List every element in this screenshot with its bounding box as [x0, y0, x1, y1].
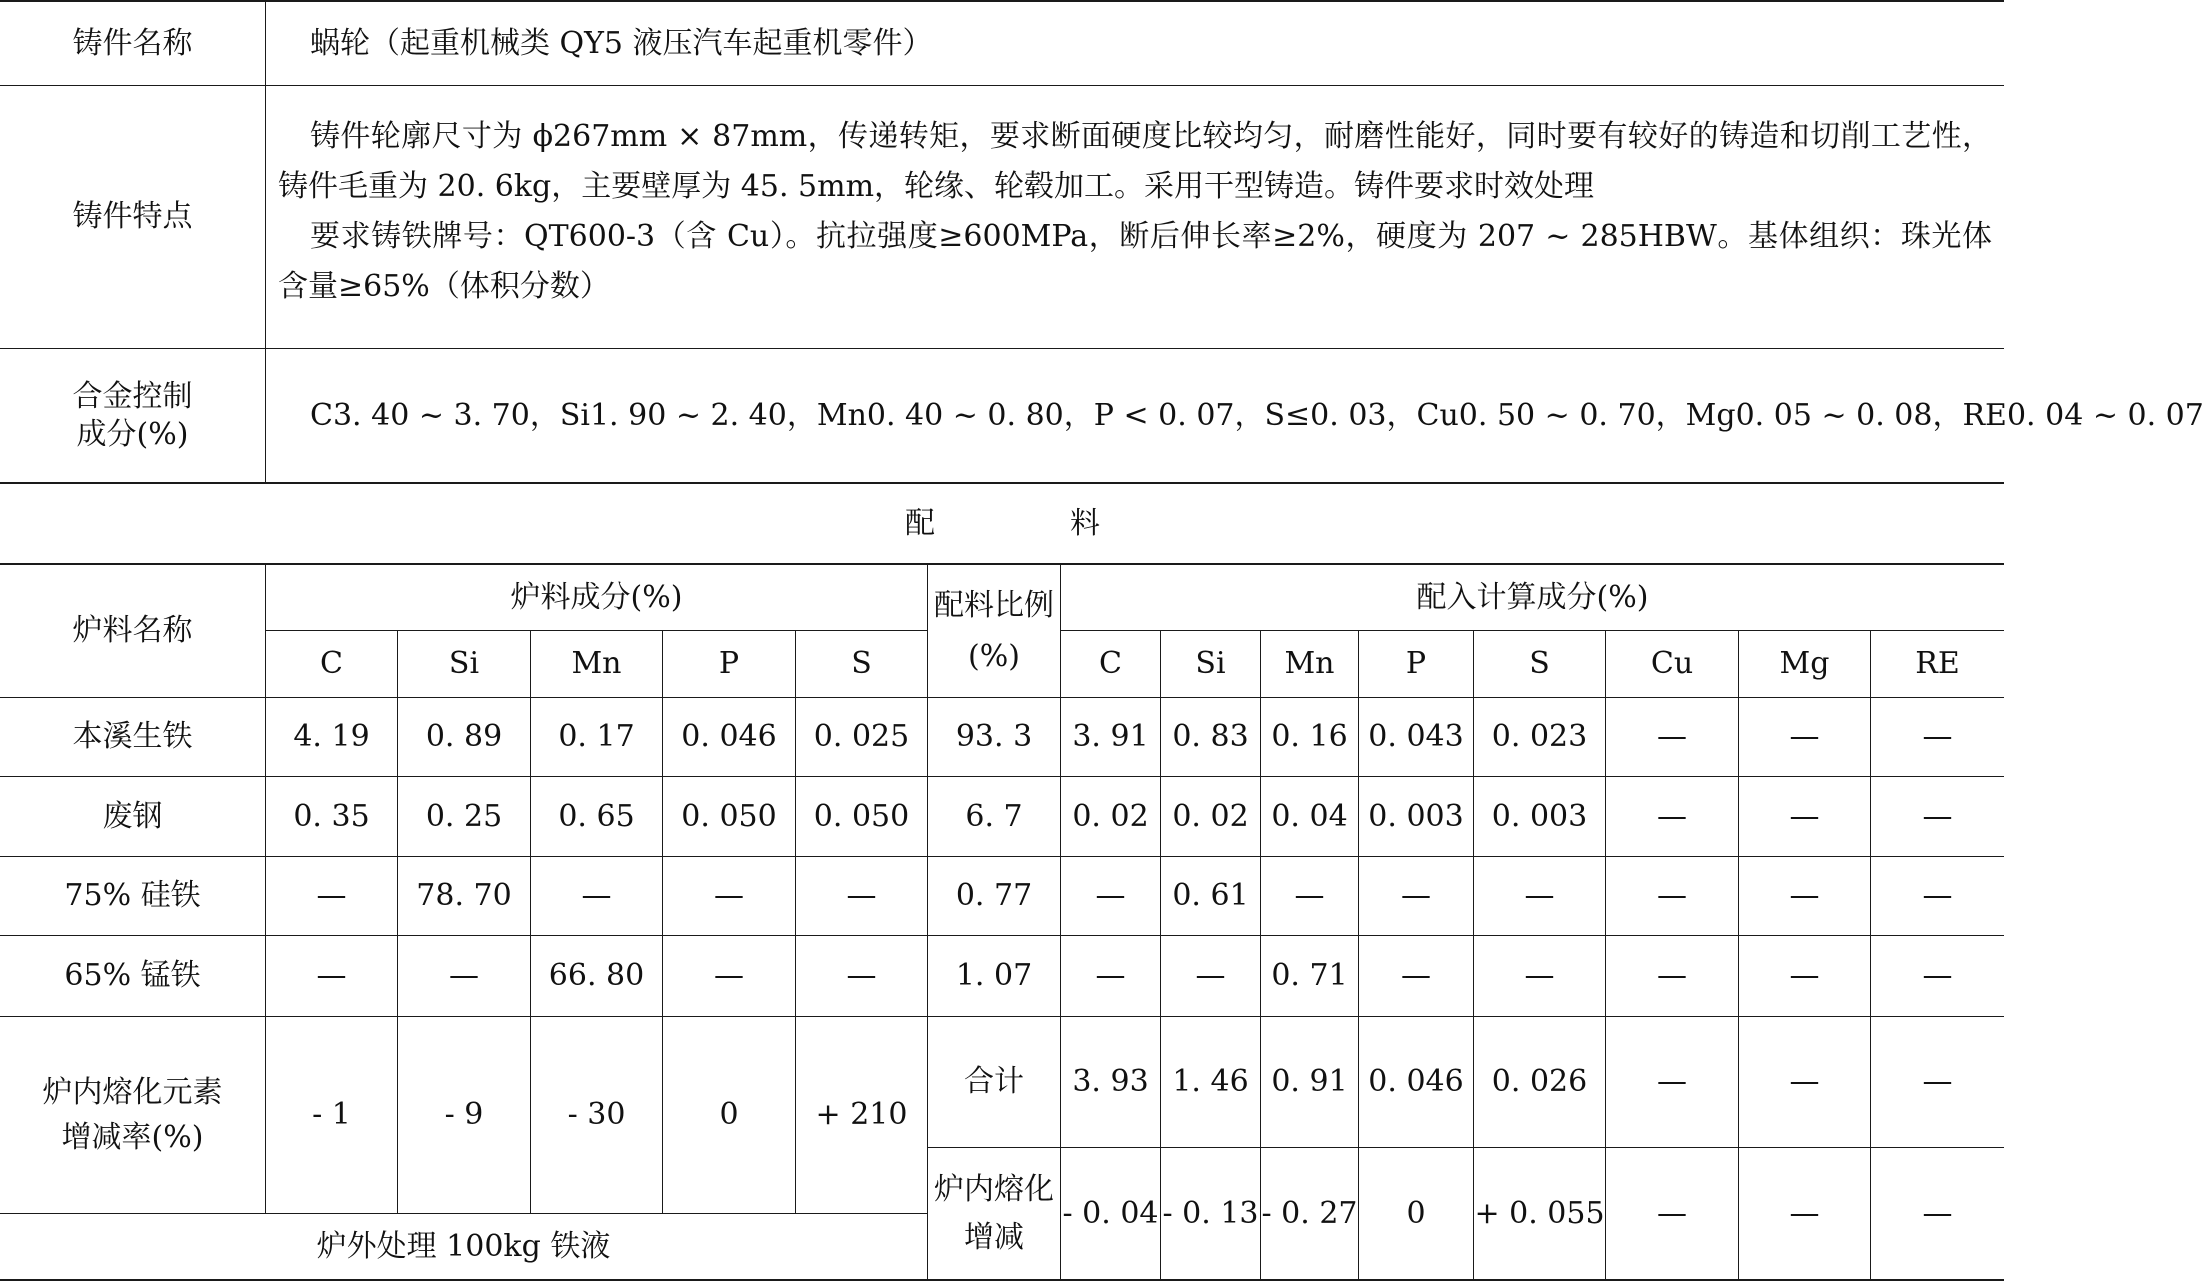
row-3-calc-cu: —	[1657, 958, 1687, 994]
calc-header-s: S	[1529, 646, 1550, 682]
feature-paragraph-1: 铸件轮廓尺寸为 ϕ267mm × 87mm，传递转矩，要求断面硬度比较均匀，耐磨性能好，同时要有较好的铸造和切削工艺性，铸件毛重为 20. 6kg，主要壁厚为 45. 5mm，轮缘、轮毂加工。采用干型铸造。铸件要求时效处理	[278, 119, 1992, 204]
total-cu: —	[1657, 1064, 1687, 1100]
change-cu: —	[1657, 1195, 1687, 1231]
melt-rate-label-line2: 增减率(%)	[61, 1120, 204, 1155]
row-2-calc-s: —	[1524, 878, 1555, 914]
row-2-calc-c: —	[1095, 878, 1126, 914]
row-1-comp-s: 0. 050	[813, 798, 910, 834]
row-1-calc-mn: 0. 04	[1271, 798, 1348, 834]
total-mg: —	[1789, 1064, 1820, 1100]
col-header-ratio	[928, 565, 1060, 697]
total-c: 3. 93	[1072, 1064, 1149, 1100]
total-si: 1. 46	[1172, 1064, 1249, 1100]
row-2-calc-si: 0. 61	[1172, 878, 1249, 914]
row-1-name: 废钢	[102, 798, 163, 834]
row-1-comp-p: 0. 050	[681, 798, 777, 834]
melt-change-label	[928, 1148, 1060, 1279]
row-0-name: 本溪生铁	[72, 719, 193, 755]
melt-rate-c: - 1	[312, 1097, 351, 1133]
melt-change-label-line1: 炉内熔化	[934, 1172, 1054, 1207]
row-0-calc-mn: 0. 16	[1271, 719, 1348, 755]
calc-header-c: C	[1099, 646, 1122, 682]
row-3-comp-c: —	[316, 958, 347, 994]
change-mg: —	[1789, 1195, 1820, 1231]
row-2-calc-p: —	[1401, 878, 1431, 914]
row-2-comp-mn: —	[581, 878, 612, 914]
comp-header-c: C	[320, 646, 343, 682]
row-2-comp-p: —	[714, 878, 744, 914]
treatment-note: 炉外处理 100kg 铁液	[316, 1228, 611, 1264]
row-3-calc-p: —	[1401, 958, 1431, 994]
total-label: 合计	[964, 1064, 1024, 1100]
alloy-label-line2: 成分(%)	[76, 416, 189, 452]
row-3-calc-mn: 0. 71	[1271, 958, 1348, 994]
row-3-calc-c: —	[1095, 958, 1126, 994]
melt-rate-label-line1: 炉内熔化元素	[42, 1074, 223, 1110]
row-0-comp-s: 0. 025	[813, 719, 910, 755]
calc-header-si: Si	[1195, 646, 1226, 682]
melt-change-label-line2: 增减	[964, 1219, 1024, 1255]
row-3-ratio: 1. 07	[955, 958, 1033, 994]
melt-rate-label	[0, 1017, 265, 1213]
row-1-ratio: 6. 7	[965, 798, 1023, 834]
row-1-calc-mg: —	[1789, 798, 1820, 834]
col-header-charge-name: 炉料名称	[72, 613, 193, 649]
calc-header-re: RE	[1915, 646, 1960, 682]
row-1-calc-s: 0. 003	[1491, 798, 1588, 834]
melt-rate-s: + 210	[815, 1097, 908, 1133]
calc-header-mn: Mn	[1284, 646, 1335, 682]
change-mn: - 0. 27	[1261, 1195, 1358, 1231]
change-s: + 0. 055	[1474, 1195, 1605, 1231]
row-1-comp-mn: 0. 65	[558, 798, 635, 834]
calc-header-p: P	[1405, 646, 1427, 682]
alloy-label-line1: 合金控制	[72, 379, 193, 414]
comp-header-mn: Mn	[571, 646, 622, 682]
row-3-comp-si: —	[449, 958, 479, 994]
casting-feature-text	[278, 112, 1992, 312]
row-2-name: 75% 硅铁	[64, 878, 201, 914]
row-1-calc-re: —	[1922, 798, 1953, 834]
row-2-comp-s: —	[846, 878, 877, 914]
total-re: —	[1922, 1064, 1953, 1100]
row-2-calc-mn: —	[1294, 878, 1325, 914]
row-0-calc-mg: —	[1789, 719, 1820, 755]
row-0-ratio: 93. 3	[955, 719, 1033, 755]
total-s: 0. 026	[1491, 1064, 1588, 1100]
melt-rate-si: - 9	[444, 1097, 484, 1133]
row-1-calc-c: 0. 02	[1072, 798, 1149, 834]
row-0-calc-s: 0. 023	[1491, 719, 1588, 755]
comp-header-p: P	[718, 646, 740, 682]
row-3-calc-s: —	[1524, 958, 1555, 994]
alloy-control-label	[0, 349, 265, 482]
row-2-calc-re: —	[1922, 878, 1953, 914]
comp-header-s: S	[851, 646, 872, 682]
row-0-comp-mn: 0. 17	[558, 719, 635, 755]
ratio-header-line2: (%)	[968, 639, 1020, 674]
row-2-ratio: 0. 77	[955, 878, 1033, 914]
row-1-comp-c: 0. 35	[293, 798, 370, 834]
change-re: —	[1922, 1195, 1953, 1231]
feature-paragraph-2: 要求铸铁牌号：QT600-3（含 Cu）。抗拉强度≥600MPa，断后伸长率≥2%，硬度为 207 ~ 285HBW。基体组织：珠光体含量≥65%（体积分数）	[278, 219, 1992, 304]
melt-rate-p: 0	[719, 1097, 739, 1133]
row-3-name: 65% 锰铁	[64, 958, 201, 994]
row-3-comp-s: —	[846, 958, 877, 994]
row-0-comp-si: 0. 89	[425, 719, 503, 755]
rule-v-label	[265, 0, 266, 482]
row-0-comp-p: 0. 046	[681, 719, 777, 755]
row-3-calc-re: —	[1922, 958, 1953, 994]
rule-h1	[0, 85, 2004, 86]
row-0-calc-cu: —	[1657, 719, 1687, 755]
casting-name-label: 铸件名称	[72, 25, 193, 61]
row-0-comp-c: 4. 19	[293, 719, 370, 755]
change-si: - 0. 13	[1162, 1195, 1259, 1231]
alloy-control-value: C3. 40 ~ 3. 70，Si1. 90 ~ 2. 40，Mn0. 40 ~ 0. 80，P < 0. 07，S≤0. 03，Cu0. 50 ~ 0. 70，Mg0. 05 ~ 0. 08，RE0. 04 ~ 0. 07	[310, 397, 2204, 433]
row-2-calc-mg: —	[1789, 878, 1820, 914]
row-3-calc-mg: —	[1789, 958, 1820, 994]
row-0-calc-si: 0. 83	[1172, 719, 1249, 755]
change-p: 0	[1406, 1195, 1426, 1231]
col-group-charge-composition: 炉料成分(%)	[510, 579, 683, 615]
casting-name-value: 蜗轮（起重机械类 QY5 液压汽车起重机零件）	[310, 25, 933, 61]
row-1-comp-si: 0. 25	[425, 798, 503, 834]
total-p: 0. 046	[1368, 1064, 1464, 1100]
comp-header-si: Si	[448, 646, 480, 682]
ratio-header-line1: 配料比例	[934, 587, 1054, 623]
change-c: - 0. 04	[1062, 1195, 1159, 1231]
calc-header-cu: Cu	[1650, 646, 1694, 682]
row-1-calc-p: 0. 003	[1368, 798, 1464, 834]
row-1-calc-si: 0. 02	[1172, 798, 1249, 834]
rule-h3	[0, 482, 2004, 484]
calc-header-mg: Mg	[1779, 646, 1830, 682]
col-group-calculated-composition: 配入计算成分(%)	[1416, 579, 1649, 615]
row-3-comp-p: —	[714, 958, 744, 994]
row-3-comp-mn: 66. 80	[548, 958, 645, 994]
section-title-right: 料	[1070, 505, 1100, 541]
section-title-left: 配	[905, 505, 935, 541]
row-3-calc-si: —	[1195, 958, 1226, 994]
melt-rate-mn: - 30	[567, 1097, 626, 1133]
row-2-comp-si: 78. 70	[416, 878, 512, 914]
row-1-calc-cu: —	[1657, 798, 1687, 834]
row-0-calc-p: 0. 043	[1368, 719, 1464, 755]
row-0-calc-c: 3. 91	[1072, 719, 1149, 755]
row-2-comp-c: —	[316, 878, 347, 914]
total-mn: 0. 91	[1271, 1064, 1348, 1100]
row-0-calc-re: —	[1922, 719, 1953, 755]
casting-feature-label: 铸件特点	[72, 199, 193, 235]
row-2-calc-cu: —	[1657, 878, 1687, 914]
